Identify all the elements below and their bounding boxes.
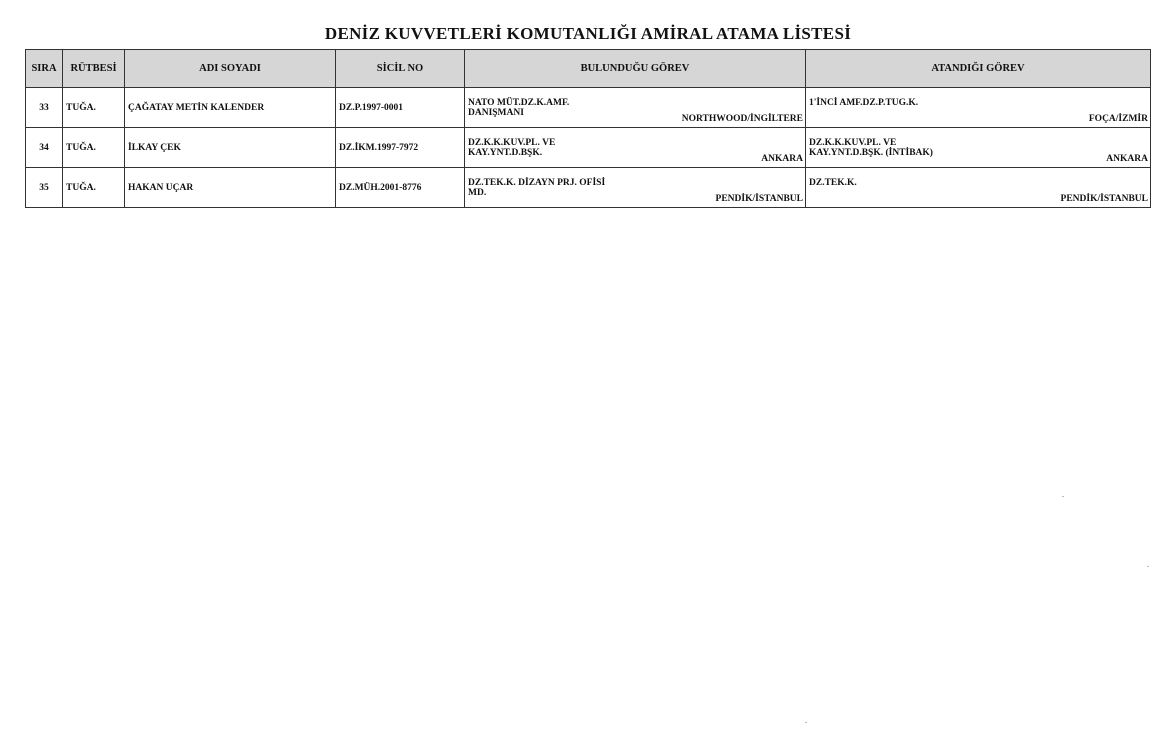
cell-rutbe: TUĞA. [63, 128, 125, 168]
cell-sicil-no: DZ.MÜH.2001-8776 [336, 168, 465, 208]
cell-bulundugu-gorev [465, 128, 806, 168]
cell-sicil-no: DZ.İKM.1997-7972 [336, 128, 465, 168]
cell-rutbe: TUĞA. [63, 168, 125, 208]
assigned-duty: 1'İNCİ AMF.DZ.P.TUG.K. [809, 98, 919, 108]
column-header-atandigi-gorev: ATANDIĞI GÖREV [806, 50, 1151, 88]
table-header-row [26, 50, 1151, 88]
cell-sira: 35 [26, 168, 63, 208]
current-duty: DZ.TEK.K. DİZAYN PRJ. OFİSİ MD. [468, 178, 606, 198]
page-title: DENİZ KUVVETLERİ KOMUTANLIĞI AMİRAL ATAMA LİSTESİ [324, 24, 852, 43]
assigned-location: FOÇA/İZMİR [1088, 114, 1148, 124]
column-header-ad: ADI SOYADI [125, 50, 336, 88]
assigned-duty: DZ.K.K.KUV.PL. VE KAY.YNT.D.BŞK. (İNTİBAK) [809, 138, 933, 158]
assigned-location: ANKARA [1106, 154, 1148, 164]
scan-speck [1147, 566, 1149, 567]
current-duty: DZ.K.K.KUV.PL. VE KAY.YNT.D.BŞK. [468, 138, 556, 158]
scan-speck [805, 722, 807, 723]
cell-ad-soyad: İLKAY ÇEK [125, 128, 336, 168]
scan-speck [1062, 496, 1064, 497]
current-location: NORTHWOOD/İNGİLTERE [681, 114, 803, 124]
assigned-duty: DZ.TEK.K. [809, 178, 857, 188]
cell-ad-soyad: HAKAN UÇAR [125, 168, 336, 208]
current-location: ANKARA [761, 154, 803, 164]
assignment-table [25, 49, 1151, 208]
current-location: PENDİK/İSTANBUL [715, 194, 803, 204]
cell-bulundugu-gorev [465, 168, 806, 208]
cell-atandigi-gorev [806, 88, 1151, 128]
cell-sira: 33 [26, 88, 63, 128]
cell-ad-soyad: ÇAĞATAY METİN KALENDER [125, 88, 336, 128]
table-row [26, 168, 1151, 208]
column-header-rutbe: RÜTBESİ [63, 50, 125, 88]
current-duty: NATO MÜT.DZ.K.AMF. DANIŞMANI [468, 98, 570, 118]
assigned-location: PENDİK/İSTANBUL [1060, 194, 1148, 204]
table-row [26, 88, 1151, 128]
cell-atandigi-gorev [806, 168, 1151, 208]
cell-sira: 34 [26, 128, 63, 168]
cell-atandigi-gorev [806, 128, 1151, 168]
column-header-sira: SIRA [26, 50, 63, 88]
column-header-sicil: SİCİL NO [336, 50, 465, 88]
cell-rutbe: TUĞA. [63, 88, 125, 128]
cell-sicil-no: DZ.P.1997-0001 [336, 88, 465, 128]
cell-bulundugu-gorev [465, 88, 806, 128]
column-header-bulundugu-gorev: BULUNDUĞU GÖREV [465, 50, 806, 88]
table-row [26, 128, 1151, 168]
